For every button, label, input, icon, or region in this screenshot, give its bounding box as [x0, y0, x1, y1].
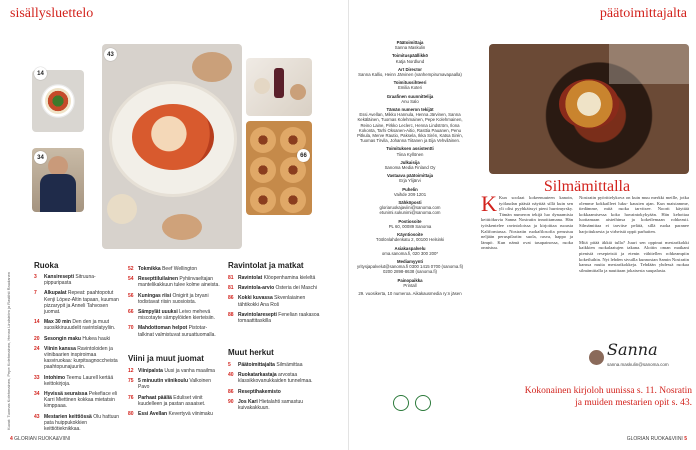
page-badge: 43: [104, 48, 117, 61]
toc-column-viini: [128, 368, 223, 421]
toc-entry[interactable]: 14 Max 30 min Den den ja muut suosikkiruuudelit ravintolatyyliin.: [34, 319, 116, 332]
imprint-block: Toimituksen assistentti Tiina Kyllönen: [386, 146, 434, 157]
toc-entry[interactable]: 70 Mahdottoman helpot Pistotar-talkinat valmistuvat suruattuomalla.: [128, 325, 216, 338]
section-header: päätoimittajalta: [599, 6, 687, 21]
photo-editor-dish: [489, 44, 689, 174]
imprint-block: Vastaava päätoimittaja Erja Ylijärvi: [386, 173, 434, 184]
toc-entry[interactable]: 43 Mestarien keittiössä Olu hattuun pata huippukokkien keittiötieknikkaa.: [34, 413, 120, 433]
toc-entry[interactable]: 33 Intohimo Teemu Laurell kertää keittokirjoja.: [34, 374, 114, 387]
story-title: Silmämittalla: [543, 178, 631, 195]
editor-avatar: [589, 350, 604, 365]
imprint-column: [355, 40, 465, 299]
imprint-block: Toimitussihteeri Emilia Koteri: [393, 80, 427, 91]
toc-column-muut: [228, 362, 323, 415]
toc-entry[interactable]: 90 Jos Kari Hietalahti samastuu kuivakakkuun.: [228, 398, 304, 412]
imprint-block: Julkaisija Sanoma Media Finland Oy: [384, 159, 436, 171]
page-badge: 14: [34, 67, 47, 80]
section-title-ruoka: Ruoka: [34, 261, 59, 270]
toc-entry[interactable]: 86 Reseptihakemisto: [228, 388, 281, 395]
ecolabel-icon: [393, 395, 409, 411]
section-title-viini: Viini ja muut juomat: [128, 354, 204, 363]
cover-headline: Kokonainen kirjoloh uunissa s. 11. Nosratin ja muiden mestarien opit s. 43.: [524, 386, 692, 408]
toc-entry[interactable]: 40 Ruokatarkastaja arvostaa klassikkovanukkaiden tunnelmaa.: [228, 372, 313, 385]
section-title-matkat: Ravintolat ja matkat: [228, 261, 304, 270]
imprint-block: Puhelin Vaihde 209 1201: [393, 186, 427, 197]
imprint-block: Sähköposti gloriaruokajaviini@sanoma.com etunimi.sukunimi@sanoma.com: [379, 200, 441, 216]
photo-wine: [246, 58, 312, 116]
imprint-block: Päätoimittaja Sanna Maskulin: [394, 40, 426, 51]
toc-column-matkat: [228, 275, 323, 328]
toc-entry[interactable]: 81 Ravintolat Klöopenhamina kieleltä: [228, 275, 316, 281]
page-badge: 34: [34, 151, 47, 164]
editor-signature: Sanna: [607, 340, 658, 359]
toc-entry[interactable]: 24 Viinin kanssa Ravintoloiden ja viinibaarien inspiroimaa kasviruokaa: kurpitsagnoccheista paahtopunajuuriin.: [34, 345, 118, 371]
imprint-block: Asiakaspalvelu oma.sanoma.fi, 020 300 200*: [381, 245, 439, 256]
imprint-block: Toimituspäällikkö Katja Nordlund: [392, 53, 428, 64]
imprint-block: Painopaikka Printall: [397, 277, 423, 288]
toc-entry[interactable]: 7 Alkupalat Repeat: paahtopotut Kenji López-Altin tapaan, kuuman pizzarypit ja Anneli Tahvosen juomat.: [34, 290, 119, 316]
imprint-block: Postiosoite PL 60, 00089 Sanoma: [388, 218, 432, 229]
toc-entry[interactable]: 52 Tokmikka Beef Wellington: [128, 266, 198, 272]
story-column: K Kun soolaat kokeenuuteen kanoin, työlaudan pääsiä näyttää sillä kuin sen yli olisi pyyhkäissyt pieni hurrimyrsky. Tämän numeron tekijä luo dynaamisia keittiökuvia Sanna Nostratin innoittamana. Hän työskentelee ravintoloissa ja kirjoittaa ruoasta Kaliforniassa. Nostratin ruokafilosofia perustuu neljään peruspilariin: suola, rasva, happo ja lämpö. Kun nämä ovat tasapainossa, ruoka onnistuu.: [481, 191, 573, 251]
toc-entry[interactable]: 54 Resepttiluilainen Pyhiinvaeltajan mantelikakkuun tulee kolme aineista.: [128, 276, 220, 289]
toc-entry[interactable]: 81 Ravintola-arvio Osteria dei Maschi: [228, 285, 317, 292]
pefc-icon: [415, 395, 431, 411]
imprint-block: Art Director Sanna Kallio, Heinn Järvinen (vanhempirumavapaalla): [358, 66, 462, 78]
toc-entry[interactable]: 80 Essi Avellan Kevertyvä viinimaku: [128, 411, 213, 418]
section-title-muut: Muut herkut: [228, 348, 274, 357]
toc-entry[interactable]: 12 Viinipalsta Uusi ja vanha maailma: [128, 368, 215, 374]
toc-entry[interactable]: 56 Kuningas riisi Onigirit ja bryani todistavat riisin suosioista.: [128, 292, 209, 305]
story-column: Nostratin pyörittelykova on kuin muu merkki meille, jotka olemme kokkailleet luku- kausien ajan. Kun maistamme, tiedämme, mitä ruoka tarvitsee. Noorit käyttää kokkaamisessa koko havaintokykyään. Hän kehottaa luottamaan aisteihinsa ja kokeilemaan rohkeasti. Silmämittaa ei tarvitse pelätä, sillä ruoka paranee harjoituksesta ja virheistä oppii parhaiten. Mitä pitää äkkiä tulla? Juuri sen oppinut mestarikokki kaikkien ruokalaatujen takana. Aloitin oman matkani pienistä resepteistä ja etenin vähitellen rohkeampiin kokeiluihin. Nyt lehden sivuilla kunnostan Samin Nostratin kanssa muita mestarikokkeja. Tehdään yhdessä ruokaa silmämittalla ja nautitaan jokaisesta suupalasta.: [579, 195, 689, 273]
photo-main-dish: [102, 44, 242, 249]
imprint-block: Graafinen suunnittelija Anu Salo: [386, 93, 434, 104]
toc-entry[interactable]: 5 Päätoimittajalta Silmämittaa: [228, 362, 303, 368]
toc-entry[interactable]: 86 Kokki kuvassa Skvenlaiainen tähtikokki Ana Roš: [228, 295, 306, 308]
photo-rolls: [246, 121, 312, 215]
photo-credit: Kuvat: Tuomas Kolehmainen, Pepe Kolehmainen, Henna Lindström ja Rastihti Raudanen: [6, 271, 11, 430]
toc-entry[interactable]: 88 Ravintolaresepti Fenelian raakasoa tomaattitaskilla: [228, 311, 320, 325]
toc-entry[interactable]: 3 Kansiresepti Sitruuna-pippuripasta: [34, 274, 96, 287]
editor-email[interactable]: sanna.maskulin@sanoma.com: [607, 362, 669, 367]
toc-entry[interactable]: 20 Sesongin maku Hukea hauki: [34, 335, 111, 342]
toc-entry[interactable]: 34 Hyvissä seuraissa Pekefiace eli Karri Miettinen kokkaa mietatsin kimppaaa.: [34, 391, 118, 410]
drop-cap: K: [481, 191, 497, 216]
imprint-block: Tämän numeron tekijät Essi Avellan, Mikko Hannula, Henna Järvinen, Sanna Kekäläinen, Tuomas Kolehmainen, Pepe Kolehmainen, Reino Laine, Pirkko Leclerc, Henna Lindström, Ilona Kokonta, Tarhi Oksanen-Aitio, Rasttia Pauanen, Penu Pitkula, Merve Rautio, Paksela, Ikka Sirén, Katsa Sirén, Tuomas Tirvila, Johanna Tiitanen ja Eija Vehviläinen.: [357, 107, 463, 144]
toc-entry[interactable]: 75 5 minuutin viinikoulu Valkoinen Pavo: [128, 378, 211, 391]
certification-logos: [393, 395, 431, 411]
section-header: sisällysluettelo: [10, 6, 94, 21]
toc-entry[interactable]: 76 Parhaat pääliä Eduliset viinit kuudelleen ja pastan asaaiset.: [128, 394, 206, 407]
page-footer: 4 GLORIAN RUOKA&VIINI: [10, 436, 71, 442]
toc-column-ruoka: [34, 274, 122, 436]
imprint-block: Käyntiosoite Töölönlahdenkatu 2, 00100 Helsinki: [375, 232, 445, 243]
page-badge: 66: [297, 149, 310, 162]
imprint-block: Mediamyynti yritysjapalvelut@sanoma.fi 0300 1415 0700 (sanoma.fi) 0200 2898-8638 (sanoma.fi): [356, 258, 464, 275]
toc-column-2: [128, 266, 223, 342]
imprint-block: 29. vuosikerta, 10 numeroa. Aikakausmedia ry:n jäsen: [358, 290, 462, 296]
right-page: [348, 0, 696, 450]
page-footer: GLORIAN RUOKA&VIINI 5: [626, 436, 687, 442]
toc-entry[interactable]: 66 Sämpylät uuuksi Leivo mehevä miscotayte sämpylöiden kierteisiin.: [128, 309, 215, 322]
